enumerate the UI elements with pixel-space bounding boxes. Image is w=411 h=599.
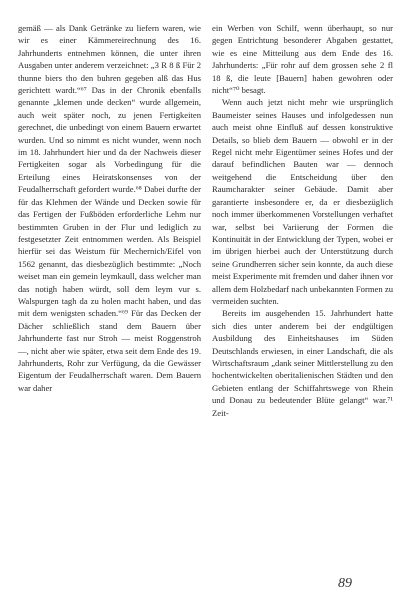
body-paragraph: ein Werben von Schilf, wenn überhaupt, so nur gegen Entrichtung besonderer Abgaben gestattet, wie es eine Mitteilung aus dem Ende des 16. Jahrhunderts: „Für rohr auf dem grossen sehe 2 fl 18 ß, die leute [Bauern] haben gewohren oder nicht“⁷⁰ besagt. [212, 23, 393, 96]
right-text-column [212, 22, 393, 419]
body-paragraph: Wenn auch jetzt nicht mehr wie ursprünglich Baumeister seines Hauses und infolgedessen nun auch meist ohne Einfluß auf dessen konstruktive Details, so blieb dem Bauern — obwohl er in der Regel nicht mehr Eigentümer seines Hofes und der darauf befindlichen Bauten war — dennoch weitgehend die Entscheidung über den Raumcharakter seiner Gebäude. Damit aber garantierte insbesondere er, da er diesbezüglich noch immer überkommenen Vorstellungen verhaftet war, selbst bei Variierung der Formen die Kontinuität in der Entwicklung der Typen, wobei er im übrigen hierbei auch der Unterstützung durch seine Grundherren sicher sein konnte, da auch diese meist Experimente mit fremden und daher ihnen vor allem dem Holzbedarf nach unbekannten Formen zu vermeiden suchten. [212, 97, 393, 306]
body-paragraph: Bereits im ausgehenden 15. Jahrhundert hatte sich dies unter anderem bei der endgültigen Ausbildung des Einheitshauses im Süden Deutschlands erwiesen, in einer Landschaft, die als Wirtschaftsraum „dank seiner Mittlerstellung zu den hochentwickelten oberitalienischen Städten und den Gebieten entlang der Schiffahrtswege von Rhein und Donau zu bedeutender Blüte gelangt“ war.⁷¹ Zeit- [212, 308, 393, 418]
body-paragraph: gemäß — als Dank Getränke zu liefern waren, wie wir es einer Kämmereirechnung des 16. Jahrhunderts entnehmen können, die unter ihren Ausgaben unter anderem verzeichnet: „3 R 8 ß Für 2 thunne biers tho den buhren gegeben alß das Hus gerichtett wardt.“⁶⁷ Das in der Chronik ebenfalls genannte „klemen unde decken“ wurde allgemein, auch weit später noch, zu jenen Fertigkeiten gerechnet, die unbedingt von einem Bauern erwartet wurden. Und so nimmt es nicht wunder, wenn noch im 18. Jahrhundert hier und da der Nachweis dieser Fertigkeiten sogar als Vorbedingung für die Erteilung eines Heiratskonsenses von der Feudalherrschaft gefordert wurde.⁶⁸ Dabei durfte der für das Klehmen der Wände und Decken sowie für das Fertigen der Fußböden erforderliche Lehm nur bestimmten Gruben in der Flur und lediglich zu festgesetzter Zeit entnommen werden. Als Beispiel hierfür sei das Weistum für Mechernich/Eifel von 1562 genannt, das diesbezüglich bestimmte: „Noch weiset man ein gemein leymkaull, dass welcher man das notigh haben würdt, soll dem leym vur s. Walspurgen tagh da zu holen macht haben, und das mit dem wenigsten schaden.“⁶⁹ Für das Decken der Dächer schließlich stand dem Bauern über Jahrhunderte fast nur Stroh — meist Roggenstroh —, nicht aber wie später, etwa seit dem Ende des 19. Jahrhunderts, Rohr zur Verfügung, da die Gewässer Eigentum der Feudalherrschaft waren. Dem Bauern war daher [18, 23, 201, 393]
left-text-column [18, 22, 201, 394]
page-number: 89 [338, 576, 352, 591]
